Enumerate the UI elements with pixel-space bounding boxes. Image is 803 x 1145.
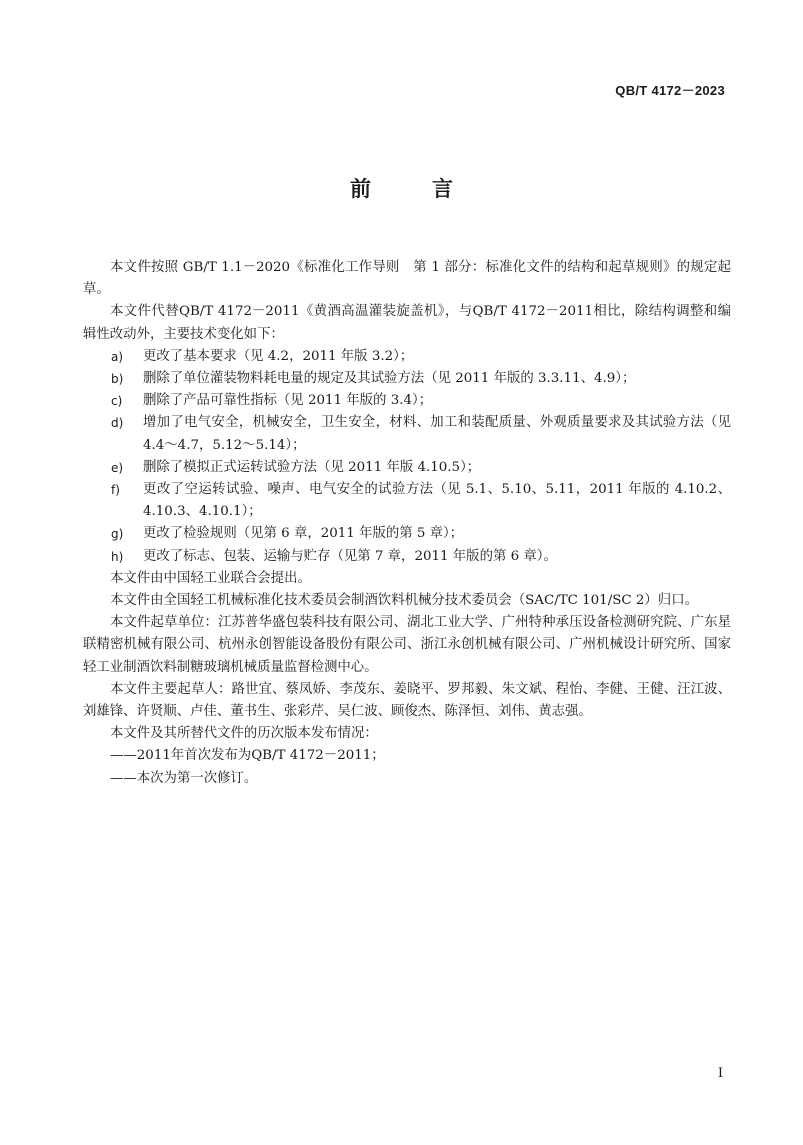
list-item-label: d) (111, 416, 124, 431)
list-item-label: a) (111, 349, 124, 364)
list-item-label: g) (111, 527, 124, 542)
list-item (83, 479, 731, 523)
paragraph-drafters: 本文件主要起草人：路世宜、蔡凤娇、李茂东、姜晓平、罗邦毅、朱文斌、程怡、李健、王健、汪江波、刘雄锋、许贤顺、卢佳、董书生、张彩芹、吴仁波、顾俊杰、陈泽恒、刘伟、黄志强。 (83, 681, 731, 720)
paragraph-history-intro: 本文件及其所替代文件的历次版本发布情况： (110, 726, 378, 742)
list-item-text: 删除了模拟正式运转试验方法（见 2011 年版 4.10.5）； (143, 459, 481, 475)
paragraph-replacement: 本文件代替QB/T 4172－2011《黄酒高温灌装旋盖机》，与QB/T 4172－2011相比，除结构调整和编辑性改动外，主要技术变化如下： (83, 304, 731, 342)
list-item (83, 346, 731, 368)
paragraph-drafting-units: 本文件起草单位：江苏普华盛包装科技有限公司、湖北工业大学、广州特种承压设备检测研究院、广东星联精密机械有限公司、杭州永创智能设备股份有限公司、浙江永创机械有限公司、广州机械设计研究所、国家轻工业制酒饮料制糖玻璃机械质量监督检测中心。 (83, 615, 731, 675)
page-title: 前 言 (350, 177, 473, 201)
list-item-label: b) (111, 372, 124, 387)
list-item (83, 523, 731, 545)
list-item-text: 删除了产品可靠性指标（见 2011 年版的 3.4）； (143, 393, 433, 409)
list-item-text: 更改了基本要求（见 4.2，2011 年版 3.2）； (143, 348, 414, 364)
list-item (83, 457, 731, 479)
paragraph-drafting-basis: 本文件按照 GB/T 1.1－2020《标准化工作导则 第 1 部分：标准化文件的结构和起草规则》的规定起草。 (83, 260, 731, 298)
list-item (83, 368, 731, 390)
list-item-label: f) (111, 483, 120, 498)
foreword-body (83, 257, 731, 790)
document-code: QB/T 4172－2023 (615, 83, 725, 98)
list-item-text: 更改了空运转试验、噪声、电气安全的试验方法（见 5.1、5.10、5.11，2011 年版的 4.10.2、4.10.3、4.10.1）； (143, 482, 731, 520)
list-item (83, 546, 731, 568)
paragraph-committee: 本文件由全国轻工机械标准化技术委员会制酒饮料机械分技术委员会（SAC/TC 101/SC 2）归口。 (110, 593, 698, 609)
list-item (83, 412, 731, 456)
list-item-label: c) (111, 394, 123, 409)
list-item-label: h) (111, 549, 124, 564)
history-entry: ——本次为第一次修订。 (110, 770, 258, 786)
list-item-text: 增加了电气安全，机械安全，卫生安全，材料、加工和装配质量、外观质量要求及其试验方法（见 4.4～4.7，5.12～5.14）； (143, 415, 731, 453)
paragraph-proposer: 本文件由中国轻工业联合会提出。 (110, 570, 311, 586)
list-item (83, 390, 731, 412)
list-item-text: 删除了单位灌装物料耗电量的规定及其试验方法（见 2011 年版的 3.3.11、4.9）； (143, 371, 636, 387)
list-item-text: 更改了标志、包装、运输与贮存（见第 7 章，2011 年版的第 6 章）。 (143, 548, 557, 564)
page-number: I (717, 1066, 723, 1081)
list-item-text: 更改了检验规则（见第 6 章，2011 年版的第 5 章）； (143, 526, 464, 542)
list-item-label: e) (111, 460, 124, 475)
history-entry: ——2011年首次发布为QB/T 4172－2011； (110, 748, 385, 764)
